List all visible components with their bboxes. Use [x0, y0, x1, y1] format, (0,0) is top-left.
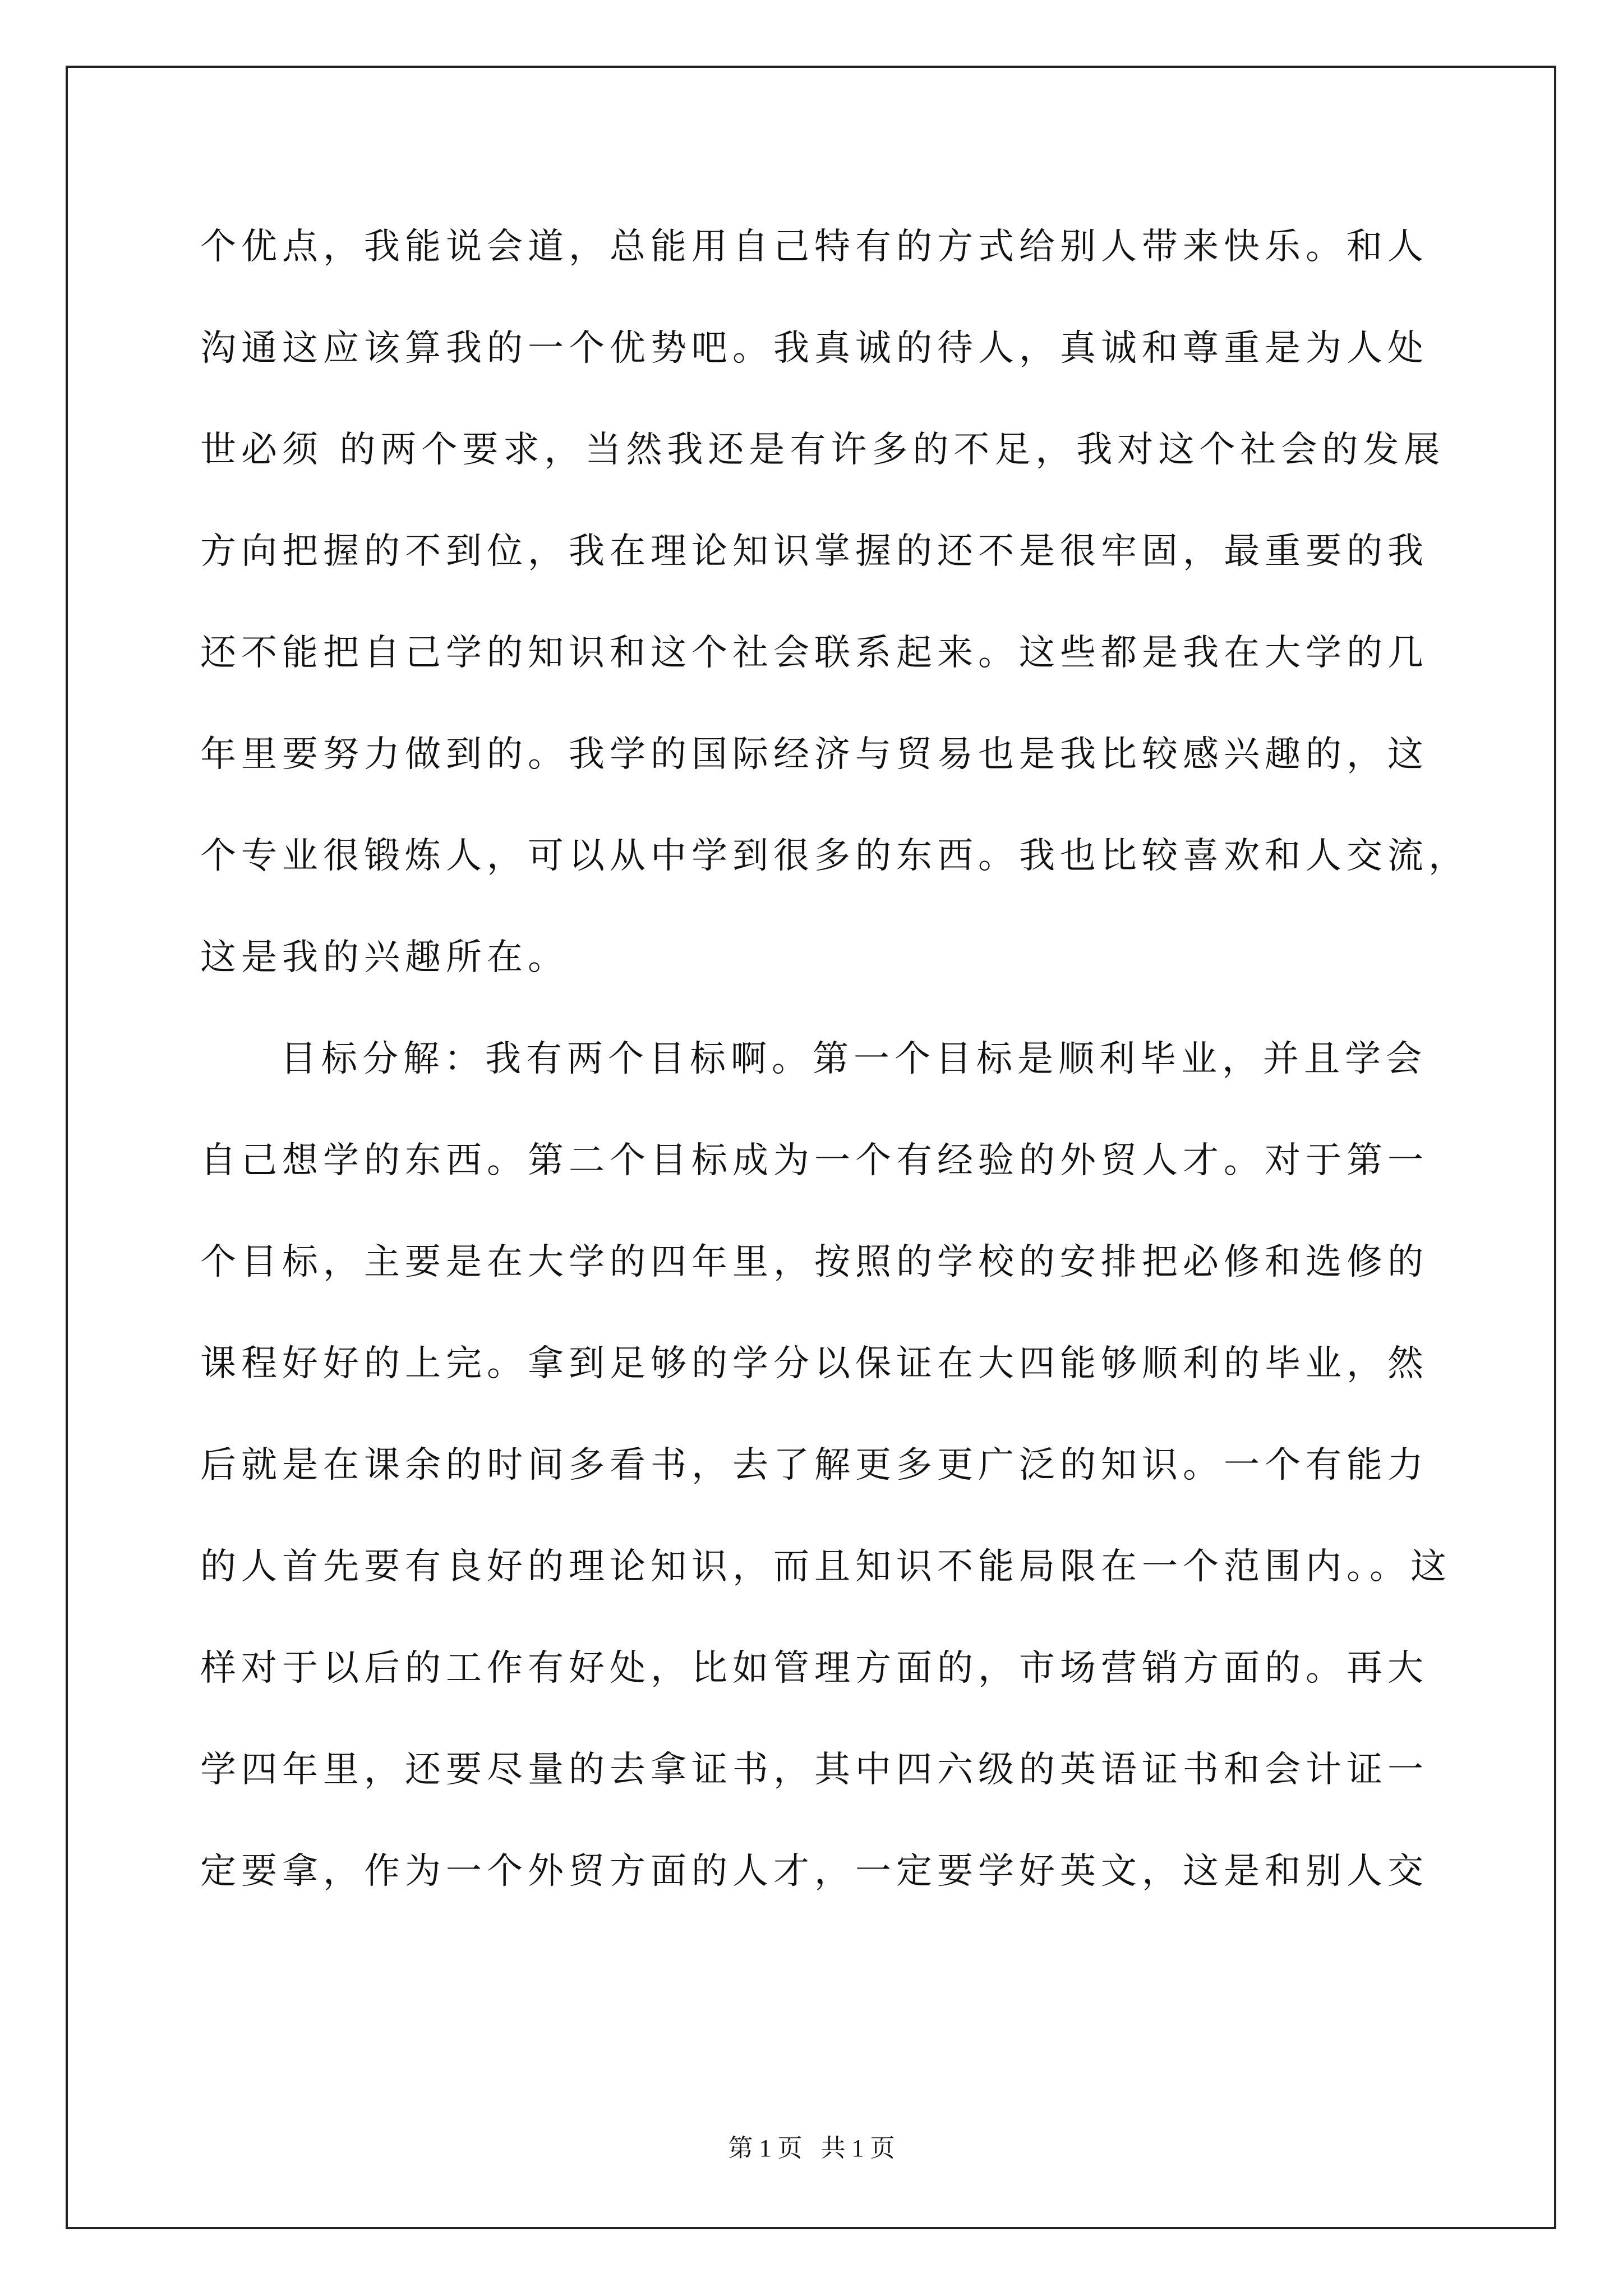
paragraph-line: 后就是在课余的时间多看书，去了解更多更广泛的知识。一个有能力	[200, 1444, 1428, 1486]
paragraph-line: 还不能把自己学的知识和这个社会联系起来。这些都是我在大学的几	[200, 632, 1428, 674]
paragraph-line: 世必须 的两个要求，当然我还是有许多的不足，我对这个社会的发展	[200, 429, 1445, 471]
paragraph-line: 样对于以后的工作有好处，比如管理方面的，市场营销方面的。再大	[200, 1648, 1428, 1689]
paragraph-line: 目标分解：我有两个目标啊。第一个目标是顺利毕业，并且学会	[280, 1038, 1427, 1080]
paragraph-line: 课程好好的上完。拿到足够的学分以保证在大四能够顺利的毕业，然	[200, 1343, 1428, 1384]
paragraph-line: 沟通这应该算我的一个优势吧。我真诚的待人，真诚和尊重是为人处	[200, 328, 1428, 369]
paragraph-line: 学四年里，还要尽量的去拿证书，其中四六级的英语证书和会计证一	[200, 1749, 1428, 1791]
paragraph-line: 自己想学的东西。第二个目标成为一个有经验的外贸人才。对于第一	[200, 1140, 1428, 1181]
paragraph-line: 定要拿，作为一个外贸方面的人才，一定要学好英文，这是和别人交	[200, 1851, 1428, 1892]
page-number-footer: 第 1 页 共 1 页	[728, 2134, 895, 2162]
paragraph-line: 的人首先要有良好的理论知识，而且知识不能局限在一个范围内。。这	[200, 1546, 1451, 1588]
paragraph-line: 个优点，我能说会道，总能用自己特有的方式给别人带来快乐。和人	[200, 226, 1428, 268]
paragraph-line: 方向把握的不到位，我在理论知识掌握的还不是很牢固，最重要的我	[200, 531, 1428, 572]
paragraph-line: 年里要努力做到的。我学的国际经济与贸易也是我比较感兴趣的，这	[200, 734, 1428, 775]
paragraph-line: 个目标，主要是在大学的四年里，按照的学校的安排把必修和选修的	[200, 1241, 1428, 1283]
paragraph-line: 个专业很锻炼人，可以从中学到很多的东西。我也比较喜欢和人交流，	[200, 835, 1469, 877]
paragraph-line: 这是我的兴趣所在。	[200, 937, 569, 978]
